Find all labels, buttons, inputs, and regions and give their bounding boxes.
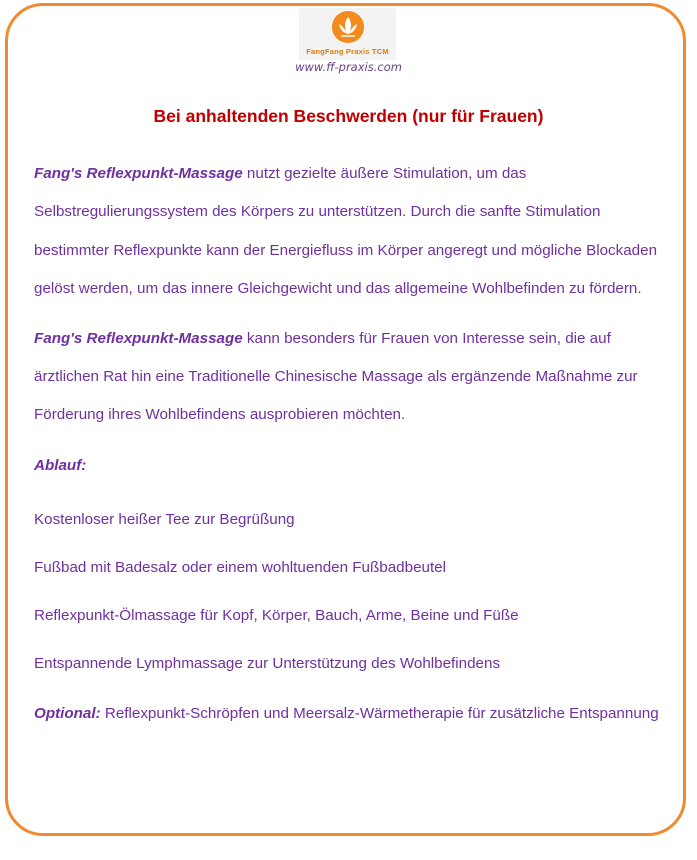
- paragraph-text: nutzt gezielte äußere Stimulation, um das Selbstregulierungssystem des Körpers zu unterstützen. Durch die sanfte Stimulation bestimmter Reflexpunkte kann der Energiefluss im Körper angeregt und mögliche Blockaden gelöst werden, um das innere Gleichgewicht und das allgemeine Wohlbefinden zu fördern.: [34, 165, 658, 298]
- list-item: Fußbad mit Badesalz oder einem wohltuenden Fußbadbeutel: [34, 558, 446, 576]
- list-item: Entspannende Lymphmassage zur Unterstützung des Wohlbefindens: [34, 654, 501, 672]
- paragraph-text: kann besonders für Frauen von Interesse sein, die auf ärztlichen Rat hin eine Traditionelle Chinesische Massage als ergänzende Maßnahme zur Förderung ihres Wohlbefindens ausprobieren möchten.: [34, 329, 638, 424]
- website-url: www.ff-praxis.com: [295, 60, 402, 74]
- paragraph-lead: Fang's Reflexpunkt-Massage: [34, 165, 243, 182]
- women-paragraph: [34, 320, 670, 435]
- optional-paragraph: [34, 695, 670, 733]
- lotus-logo-icon: [332, 11, 364, 43]
- page-title: Bei anhaltenden Beschwerden (nur für Frauen): [153, 106, 544, 126]
- intro-paragraph: [34, 155, 670, 309]
- logo-name: FangFang Praxis TCM: [306, 47, 389, 56]
- ablauf-heading: Ablauf:: [34, 456, 87, 474]
- paragraph-lead: Fang's Reflexpunkt-Massage: [34, 329, 243, 347]
- list-item: Kostenloser heißer Tee zur Begrüßung: [34, 510, 295, 528]
- logo: [299, 8, 396, 60]
- list-item: Reflexpunkt-Ölmassage für Kopf, Körper, Bauch, Arme, Beine und Füße: [34, 606, 519, 624]
- optional-label: Optional:: [34, 704, 101, 722]
- main-content: [34, 155, 670, 733]
- optional-text: Reflexpunkt-Schröpfen und Meersalz-Wärmetherapie für zusätzliche Entspannung: [100, 704, 659, 722]
